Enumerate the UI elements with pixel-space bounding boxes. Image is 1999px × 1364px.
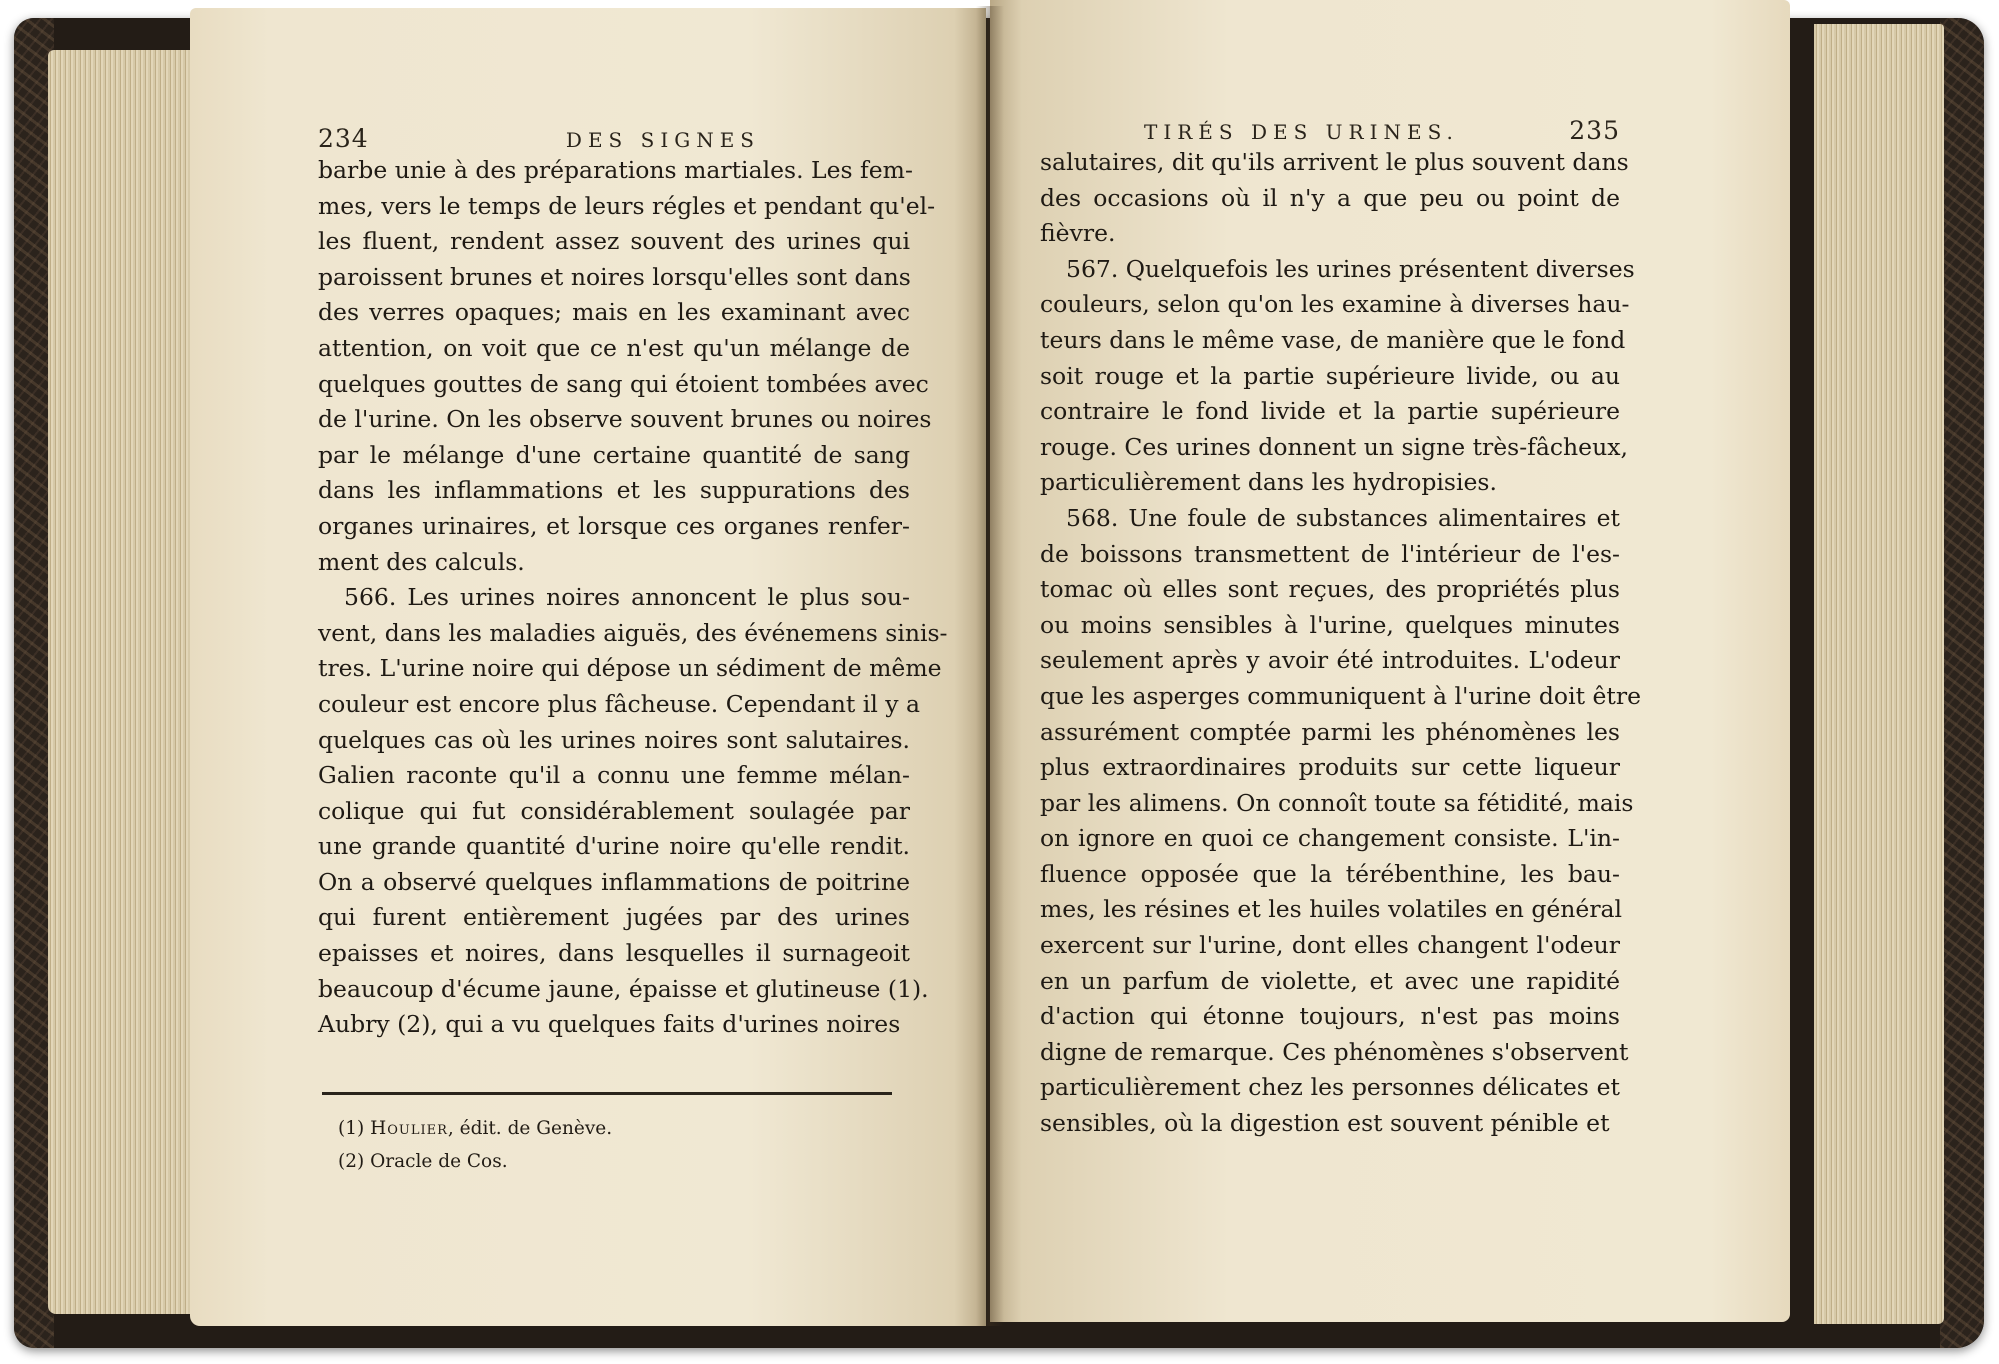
text-line: paroissent brunes et noires lorsqu'elles sont dans — [318, 262, 911, 291]
footnote-1-text: , édit. de Genève. — [447, 1118, 613, 1139]
right-running-head — [1040, 116, 1620, 145]
footnote-1-name: Houlier — [370, 1118, 448, 1139]
text-line: d'action qui étonne toujours, n'est pas moins — [1040, 1002, 1620, 1031]
left-page-number: 234 — [318, 124, 369, 153]
footnotes — [338, 1112, 612, 1178]
text-line: particulièrement chez les personnes délicates et — [1040, 1073, 1620, 1102]
text-line: que les asperges communiquent à l'urine doit être — [1040, 681, 1642, 710]
text-line: quelques gouttes de sang qui étoient tombées avec — [318, 369, 929, 398]
text-line: exercent sur l'urine, dont elles changent l'odeur — [1040, 931, 1620, 960]
right-page-block — [1814, 24, 1944, 1324]
text-line: vent, dans les maladies aiguës, des événemens sinis- — [318, 618, 948, 647]
left-running-title: DES SIGNES — [565, 128, 760, 152]
text-line: attention, on voit que ce n'est qu'un mélange de — [318, 333, 910, 362]
right-cover-edge — [1940, 18, 1984, 1348]
text-line: dans les inflammations et les suppurations des — [318, 476, 910, 505]
text-line: organes urinaires, et lorsque ces organes renfer- — [318, 511, 910, 540]
text-line: par les alimens. On connoît toute sa fétidité, mais — [1040, 788, 1634, 817]
book-gutter — [976, 6, 1004, 1326]
text-line: ou moins sensibles à l'urine, quelques minutes — [1040, 610, 1620, 639]
right-page-number: 235 — [1569, 116, 1620, 145]
left-running-head — [318, 124, 910, 153]
right-running-title: TIRÉS DES URINES. — [1144, 120, 1459, 144]
text-line: sensibles, où la digestion est souvent pénible et — [1040, 1109, 1610, 1138]
left-body — [318, 153, 948, 1043]
footnote-1-mark: (1) — [338, 1118, 365, 1139]
text-line: beaucoup d'écume jaune, épaisse et glutineuse (1). — [318, 974, 929, 1003]
text-line: de boissons transmettent de l'intérieur de l'es- — [1040, 539, 1620, 568]
text-line: des verres opaques; mais en les examinant avec — [318, 298, 910, 327]
text-line: Galien raconte qu'il a connu une femme mélan- — [318, 761, 910, 790]
text-line: particulièrement dans les hydropisies. — [1040, 468, 1497, 497]
text-line: qui furent entièrement jugées par des urines — [318, 903, 910, 932]
text-line: colique qui fut considérablement soulagée par — [318, 796, 910, 825]
text-line: tres. L'urine noire qui dépose un sédiment de même — [318, 654, 942, 683]
text-line: mes, les résines et les huiles volatiles en général — [1040, 895, 1623, 924]
text-line: rouge. Ces urines donnent un signe très-fâcheux, — [1040, 432, 1628, 461]
text-line: tomac où elles sont reçues, des propriétés plus — [1040, 575, 1620, 604]
text-line: couleurs, selon qu'on les examine à diverses hau- — [1040, 290, 1630, 319]
text-line: digne de remarque. Ces phénomènes s'observent — [1040, 1037, 1629, 1066]
text-line: fluence opposée que la térébenthine, les bau- — [1040, 859, 1620, 888]
text-line: 566. Les urines noires annoncent le plus sou- — [344, 583, 910, 612]
text-line: contraire le fond livide et la partie supérieure — [1040, 397, 1620, 426]
text-line: on ignore en quoi ce changement consiste. L'in- — [1040, 824, 1620, 853]
text-line: ment des calculs. — [318, 547, 525, 576]
text-line: 567. Quelquefois les urines présentent diverses — [1066, 254, 1635, 283]
text-line: 568. Une foule de substances alimentaires et — [1066, 503, 1620, 532]
text-line: seulement après y avoir été introduites. L'odeur — [1040, 646, 1620, 675]
text-line: mes, vers le temps de leurs régles et pendant qu'el- — [318, 191, 936, 220]
text-line: soit rouge et la partie supérieure livide, ou au — [1040, 361, 1620, 390]
text-line: des occasions où il n'y a que peu ou point de — [1040, 183, 1620, 212]
text-line: assurément comptée parmi les phénomènes les — [1040, 717, 1620, 746]
text-line: barbe unie à des préparations martiales. Les fem- — [318, 156, 913, 184]
text-line: couleur est encore plus fâcheuse. Cependant il y a — [318, 689, 921, 718]
footnote-2: (2) Oracle de Cos. — [338, 1151, 508, 1172]
text-line: les fluent, rendent assez souvent des urines qui — [318, 227, 910, 256]
right-page-text — [1040, 112, 1642, 1142]
text-line: en un parfum de violette, et avec une rapidité — [1040, 966, 1620, 995]
text-line: epaisses et noires, dans lesquelles il surnageoit — [318, 939, 910, 968]
text-line: fièvre. — [1040, 219, 1116, 248]
text-line: teurs dans le même vase, de manière que le fond — [1040, 325, 1626, 354]
text-line: salutaires, dit qu'ils arrivent le plus souvent dans — [1040, 148, 1629, 176]
text-line: Aubry (2), qui a vu quelques faits d'urines noires — [318, 1010, 901, 1039]
left-page-text — [318, 124, 948, 1043]
text-line: plus extraordinaires produits sur cette liqueur — [1040, 753, 1620, 782]
text-line: On a observé quelques inflammations de poitrine — [318, 867, 910, 896]
footnote-rule — [322, 1092, 892, 1095]
text-line: de l'urine. On les observe souvent brunes ou noires — [318, 405, 932, 434]
footnote-1 — [338, 1112, 612, 1145]
right-body — [1040, 145, 1642, 1142]
text-line: quelques cas où les urines noires sont salutaires. — [318, 725, 910, 754]
text-line: par le mélange d'une certaine quantité de sang — [318, 440, 910, 469]
text-line: une grande quantité d'urine noire qu'elle rendit. — [318, 832, 910, 861]
